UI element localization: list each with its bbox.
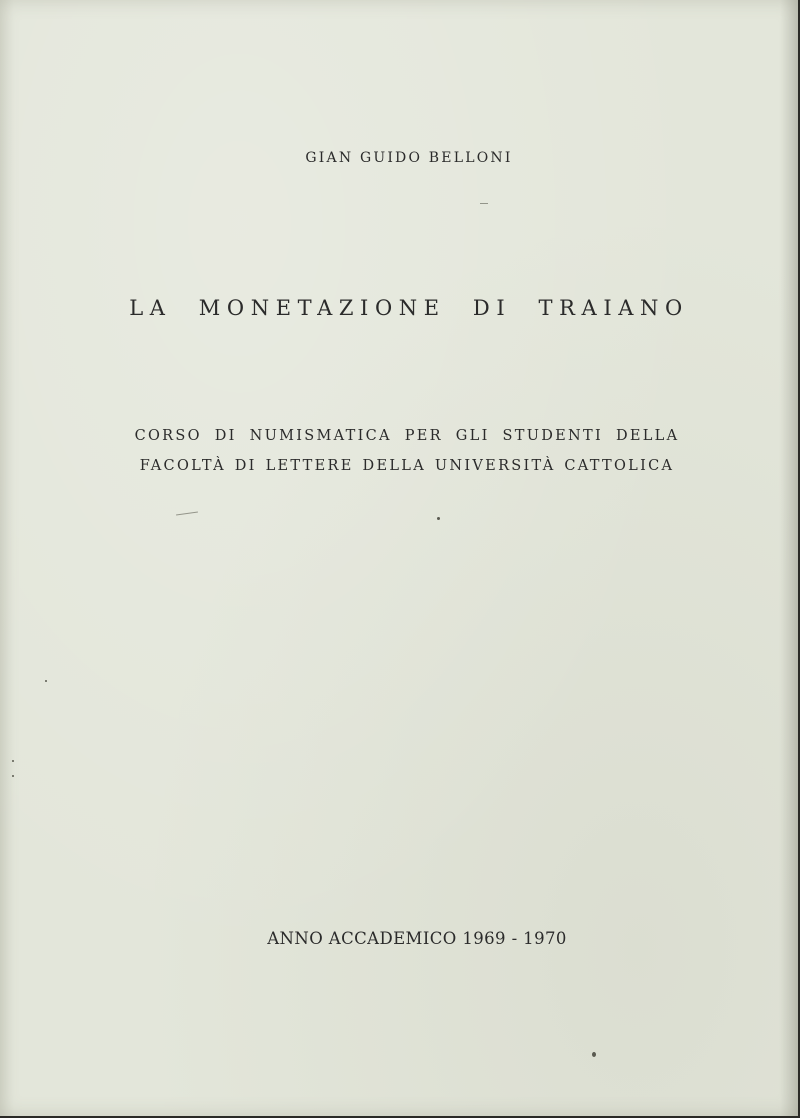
author-name: GIAN GUIDO BELLONI: [305, 150, 513, 166]
course-description-line-2: FACOLTÀ DI LETTERE DELLA UNIVERSITÀ CATTOLICA: [139, 458, 675, 474]
paper-scratch-mark: [480, 203, 488, 204]
paper-speck: [12, 775, 14, 777]
paper-speck: [592, 1052, 596, 1057]
course-description-line-1: CORSO DI NUMISMATICA PER GLI STUDENTI DELLA: [134, 428, 680, 444]
academic-year: ANNO ACCADEMICO 1969 - 1970: [267, 929, 567, 948]
paper-speck: [12, 760, 14, 762]
paper-speck: [437, 517, 440, 520]
book-title: LA MONETAZIONE DI TRAIANO: [129, 296, 689, 320]
paper-speck: [45, 680, 47, 682]
paper-scratch-mark: [176, 511, 198, 515]
